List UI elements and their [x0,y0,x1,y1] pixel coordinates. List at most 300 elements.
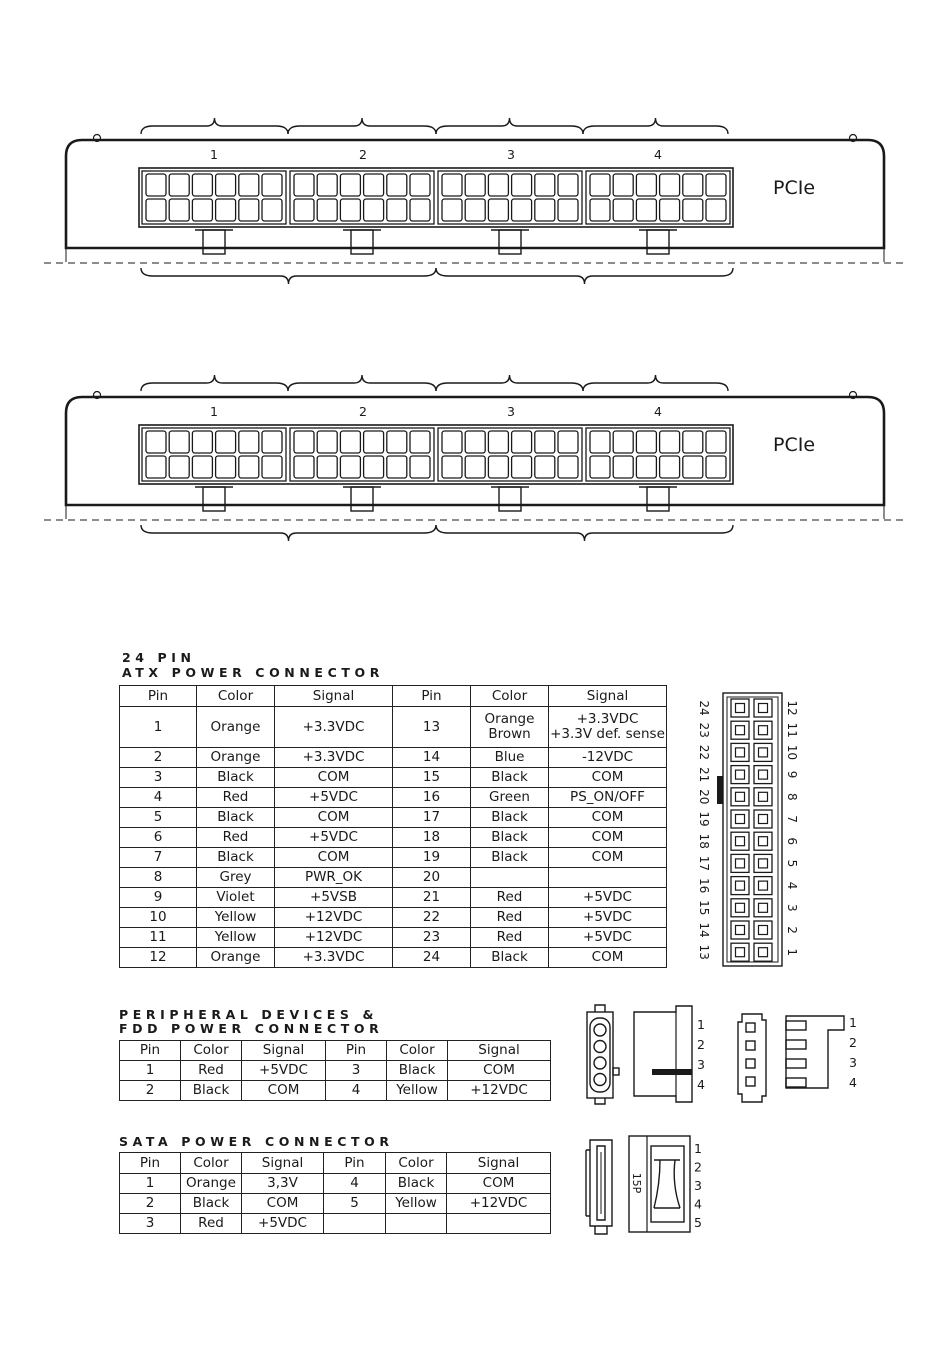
brace [141,525,436,541]
column-header: Color [181,1153,242,1174]
table-cell: 2 [120,748,197,768]
atx-pin-number: 5 [785,859,799,868]
table-cell: Orange Brown [471,707,549,748]
brace [583,118,728,134]
table-cell: 1 [120,707,197,748]
table-cell: COM [549,848,667,868]
pin-cell [146,431,166,453]
pin-cell [169,199,189,221]
table-cell: Black [181,1081,242,1101]
table-row [120,928,667,948]
column-header: Color [386,1153,447,1174]
pin-cell [683,431,703,453]
pin-cell [216,174,236,196]
column-header: Color [181,1041,242,1061]
pin-cell [683,456,703,478]
pin-cell [410,174,430,196]
sata-pin-table [119,1152,551,1234]
pin-cell [317,199,337,221]
pin-cell [660,174,680,196]
brace [141,375,288,391]
atx-pin-inner [736,948,745,957]
table-cell: COM [275,848,393,868]
pin-cell [216,456,236,478]
table-cell: Orange [197,748,275,768]
connector-housing [139,425,733,484]
table-cell [386,1214,447,1234]
group-number: 3 [507,404,515,419]
peripheral-pin-table [119,1040,551,1101]
table-cell: Yellow [197,928,275,948]
fdd-side [786,1016,844,1088]
molex-pin-number: 3 [697,1057,705,1072]
pin-cell [558,199,578,221]
pin-cell [192,199,212,221]
connector-group [142,428,286,481]
pin-cell [660,456,680,478]
atx-pin-inner [759,948,768,957]
pin-cell [535,456,555,478]
atx-pin-inner [736,881,745,890]
table-cell: 16 [393,788,471,808]
pcie-label: PCIe [773,434,816,456]
latch-tab [351,230,373,254]
column-header: Pin [120,686,197,707]
sata-pin-number: 5 [694,1215,702,1230]
pin-cell [512,199,532,221]
atx-pin [754,854,772,872]
atx-pin-number: 18 [697,833,711,849]
atx-pin-inner [736,748,745,757]
atx-pin-inner [736,926,745,935]
atx-latch [717,776,723,804]
pin-cell [558,456,578,478]
table-cell: Black [471,828,549,848]
fdd-wire [786,1078,806,1087]
pin-cell [535,199,555,221]
table-row [120,868,667,888]
connector-group [142,171,286,224]
atx-housing [723,693,782,966]
pin-cell [169,174,189,196]
table-cell: 23 [393,928,471,948]
table-cell: Black [197,808,275,828]
atx-pin-number: 22 [697,744,711,761]
table-cell: Yellow [197,908,275,928]
table-row [120,748,667,768]
table-cell: 3 [326,1061,387,1081]
latch-tab [351,487,373,511]
table-cell: COM [448,1061,551,1081]
pin-cell [340,199,360,221]
fdd-connector-drawing [738,1014,857,1102]
pin-cell [558,174,578,196]
atx-pin [754,943,772,961]
table-cell: COM [549,768,667,788]
atx-pin-number: 23 [697,722,711,738]
atx-pin-number: 15 [697,900,711,916]
fdd-pin-number: 3 [849,1055,857,1070]
atx-pin-inner [759,859,768,868]
table-cell: 1 [120,1061,181,1081]
table-cell: +12VDC [448,1081,551,1101]
atx-pin [731,788,749,806]
atx-pin-number: 9 [785,770,799,779]
table-cell: Red [197,828,275,848]
table-cell: Red [471,888,549,908]
atx-pin [731,854,749,872]
connector-housing [139,168,733,227]
table-row [120,1174,551,1194]
pin-cell [512,174,532,196]
atx-pin-inner [759,726,768,735]
table-cell: +5VDC [549,928,667,948]
pin-cell [387,456,407,478]
molex-key [613,1068,619,1075]
column-header: Pin [326,1041,387,1061]
group-number: 2 [359,147,367,162]
table-cell: Grey [197,868,275,888]
fdd-pin [746,1023,755,1032]
table-cell: COM [549,808,667,828]
column-header: Color [387,1041,448,1061]
atx-pin-number: 10 [785,744,799,761]
pin-cell [636,456,656,478]
table-row [120,1081,551,1101]
table-cell: COM [447,1174,551,1194]
fdd-pin [746,1041,755,1050]
table-header-row [120,686,667,707]
atx-pin [731,899,749,917]
table-cell: 4 [326,1081,387,1101]
table-cell: -12VDC [549,748,667,768]
pin-cell [683,199,703,221]
table-cell: +12VDC [447,1194,551,1214]
table-cell: PS_ON/OFF [549,788,667,808]
atx-pin-number: 8 [785,792,799,801]
table-cell: +5VDC [275,828,393,848]
column-header: Color [471,686,549,707]
pin-cell [706,199,726,221]
pin-cell [535,431,555,453]
table-cell: 15 [393,768,471,788]
pin-cell [340,456,360,478]
pin-cell [364,456,384,478]
pin-cell [239,199,259,221]
atx-pin-inner [736,837,745,846]
table-cell: +5VSB [275,888,393,908]
pin-cell [613,199,633,221]
table-cell: 2 [120,1194,181,1214]
sata-cable-window [651,1146,684,1222]
atx24-connector-drawing [697,693,799,966]
fdd-wire [786,1021,806,1030]
table-cell: Black [471,948,549,968]
table-cell: 3,3V [242,1174,324,1194]
table-cell: +5VDC [549,908,667,928]
pin-cell [294,456,314,478]
latch-tab [647,487,669,511]
table-cell: COM [549,948,667,968]
table-cell: +5VDC [549,888,667,908]
pin-cell [410,431,430,453]
table-cell: 11 [120,928,197,948]
group-number: 3 [507,147,515,162]
table-cell: Orange [181,1174,242,1194]
pin-cell [387,199,407,221]
pin-cell [660,431,680,453]
pin-cell [410,456,430,478]
table-row [120,888,667,908]
pin-cell [683,174,703,196]
table-cell: 6 [120,828,197,848]
molex-pin-number: 2 [697,1037,705,1052]
pin-cell [706,431,726,453]
atx-pin-number: 6 [785,837,799,846]
table-cell: Black [471,848,549,868]
group-number: 4 [654,147,662,162]
table-cell: 5 [324,1194,386,1214]
fdd-pin-number: 4 [849,1075,857,1090]
atx-pin-inner [759,881,768,890]
brace [141,268,436,284]
pin-cell [387,431,407,453]
atx-pin-inner [736,815,745,824]
pin-cell [465,199,485,221]
sata-side-label: 15P [630,1172,643,1194]
table-cell: 24 [393,948,471,968]
table-cell: 3 [120,768,197,788]
pin-cell [558,431,578,453]
fdd-pin [746,1077,755,1086]
atx-pin [754,743,772,761]
molex-pin [594,1041,606,1053]
atx-pin [731,810,749,828]
table-cell: Blue [471,748,549,768]
table-cell: 21 [393,888,471,908]
column-header: Signal [242,1041,326,1061]
atx-pin-number: 21 [697,766,711,783]
table-cell: +5VDC [242,1061,326,1081]
sata-pin-number: 2 [694,1159,702,1175]
pin-cell [216,431,236,453]
atx-pin-inner [736,792,745,801]
atx-pin-number: 13 [697,944,711,960]
pin-cell [317,431,337,453]
sata-cable-marks [654,1160,680,1208]
latch-tab [647,230,669,254]
table-cell: 7 [120,848,197,868]
molex-side [634,1006,692,1102]
column-header: Signal [242,1153,324,1174]
table-cell: 14 [393,748,471,768]
column-header: Signal [448,1041,551,1061]
atx-pin-inner [736,903,745,912]
fdd-wire [786,1040,806,1049]
column-header: Signal [275,686,393,707]
table-cell: Black [387,1061,448,1081]
brace [583,375,728,391]
pin-cell [192,431,212,453]
atx-pin [731,766,749,784]
table-cell: COM [242,1081,326,1101]
table-cell [324,1214,386,1234]
table-row [120,948,667,968]
pin-cell [613,174,633,196]
latch-tab [499,230,521,254]
table-cell: Violet [197,888,275,908]
table-cell: +3.3VDC +3.3V def. sense [549,707,667,748]
table-cell: +5VDC [242,1214,324,1234]
table-cell: 2 [120,1081,181,1101]
fdd-pin-number: 2 [849,1035,857,1050]
column-header: Pin [393,686,471,707]
pin-cell [294,431,314,453]
pin-cell [340,431,360,453]
brace [436,525,733,541]
pin-cell [294,199,314,221]
table-row [120,1194,551,1214]
latch-tab [499,487,521,511]
pin-cell [590,174,610,196]
pin-cell [636,431,656,453]
fdd-wire [786,1059,806,1068]
atx-pin-inner [759,903,768,912]
table-cell: +3.3VDC [275,948,393,968]
pin-cell [192,456,212,478]
atx-pin-number: 19 [697,811,711,827]
atx-pin-inner [759,815,768,824]
column-header: Pin [120,1153,181,1174]
molex-wire-mark [652,1069,692,1075]
table-cell: COM [275,768,393,788]
group-number: 1 [210,147,218,162]
atx-pin-number: 14 [697,922,711,938]
pin-cell [465,456,485,478]
atx-pin-inner [759,770,768,779]
table-cell: 4 [324,1174,386,1194]
sata-pin-number: 4 [694,1196,702,1212]
connector-group [438,171,582,224]
table-row [120,808,667,828]
molex-pin [594,1074,606,1086]
table-cell: 10 [120,908,197,928]
table-cell: 4 [120,788,197,808]
atx24-title-line1: 24 PIN [122,650,196,665]
table-cell: 22 [393,908,471,928]
table-cell: Orange [197,707,275,748]
pin-cell [216,199,236,221]
pin-cell [192,174,212,196]
atx-pin-number: 11 [785,722,799,738]
table-cell: Black [386,1174,447,1194]
table-header-row [120,1153,551,1174]
table-cell: 17 [393,808,471,828]
table-cell: COM [549,828,667,848]
table-cell: Black [197,848,275,868]
brace [288,118,436,134]
sata-connector-drawing [586,1136,702,1234]
column-header: Pin [324,1153,386,1174]
molex-pin-guide [590,1018,610,1092]
pin-cell [465,174,485,196]
pin-cell [146,456,166,478]
table-cell: 5 [120,808,197,828]
table-row [120,828,667,848]
sata-pin-number: 3 [694,1178,702,1193]
pin-cell [364,199,384,221]
pin-cell [146,174,166,196]
sata-pin-number: 1 [694,1141,702,1156]
table-cell: Yellow [387,1081,448,1101]
atx-housing-inner [727,697,778,962]
atx-pin-number: 24 [697,700,711,716]
atx-pin [731,721,749,739]
atx-pin-inner [736,704,745,713]
brace [436,118,583,134]
modular-panels [44,118,906,541]
pin-cell [660,199,680,221]
pin-cell [706,174,726,196]
atx-pin-inner [736,726,745,735]
atx-pin-inner [759,748,768,757]
atx-pin-number: 2 [785,926,799,934]
pin-cell [590,456,610,478]
atx-pin-inner [759,792,768,801]
column-header: Color [197,686,275,707]
table-cell: 20 [393,868,471,888]
group-number: 4 [654,404,662,419]
pin-cell [488,431,508,453]
table-row [120,788,667,808]
table-cell: 1 [120,1174,181,1194]
pin-cell [262,456,282,478]
group-number: 2 [359,404,367,419]
table-cell: COM [275,808,393,828]
group-number: 1 [210,404,218,419]
atx-pin-inner [736,770,745,779]
pin-cell [613,431,633,453]
molex-connector-drawing [587,1005,705,1104]
molex-pin [594,1057,606,1069]
pin-cell [442,199,462,221]
column-header: Signal [447,1153,551,1174]
molex-pin-number: 1 [697,1017,705,1032]
table-cell: 8 [120,868,197,888]
table-cell: 12 [120,948,197,968]
latch-tab [203,230,225,254]
connector-group [586,171,730,224]
atx-pin [754,766,772,784]
latch-tab [203,487,225,511]
table-cell: +12VDC [275,928,393,948]
table-cell: +3.3VDC [275,707,393,748]
table-cell: Red [471,928,549,948]
atx-pin [754,721,772,739]
pin-cell [239,431,259,453]
pin-cell [590,431,610,453]
pcie-label: PCIe [773,177,816,199]
pin-cell [317,456,337,478]
atx-pin-inner [736,859,745,868]
fdd-pin-number: 1 [849,1015,857,1030]
table-cell: Black [471,768,549,788]
pin-cell [488,199,508,221]
pin-cell [442,174,462,196]
atx24-title-line2: ATX POWER CONNECTOR [122,665,384,680]
atx-pin-number: 16 [697,877,711,894]
column-header: Pin [120,1041,181,1061]
